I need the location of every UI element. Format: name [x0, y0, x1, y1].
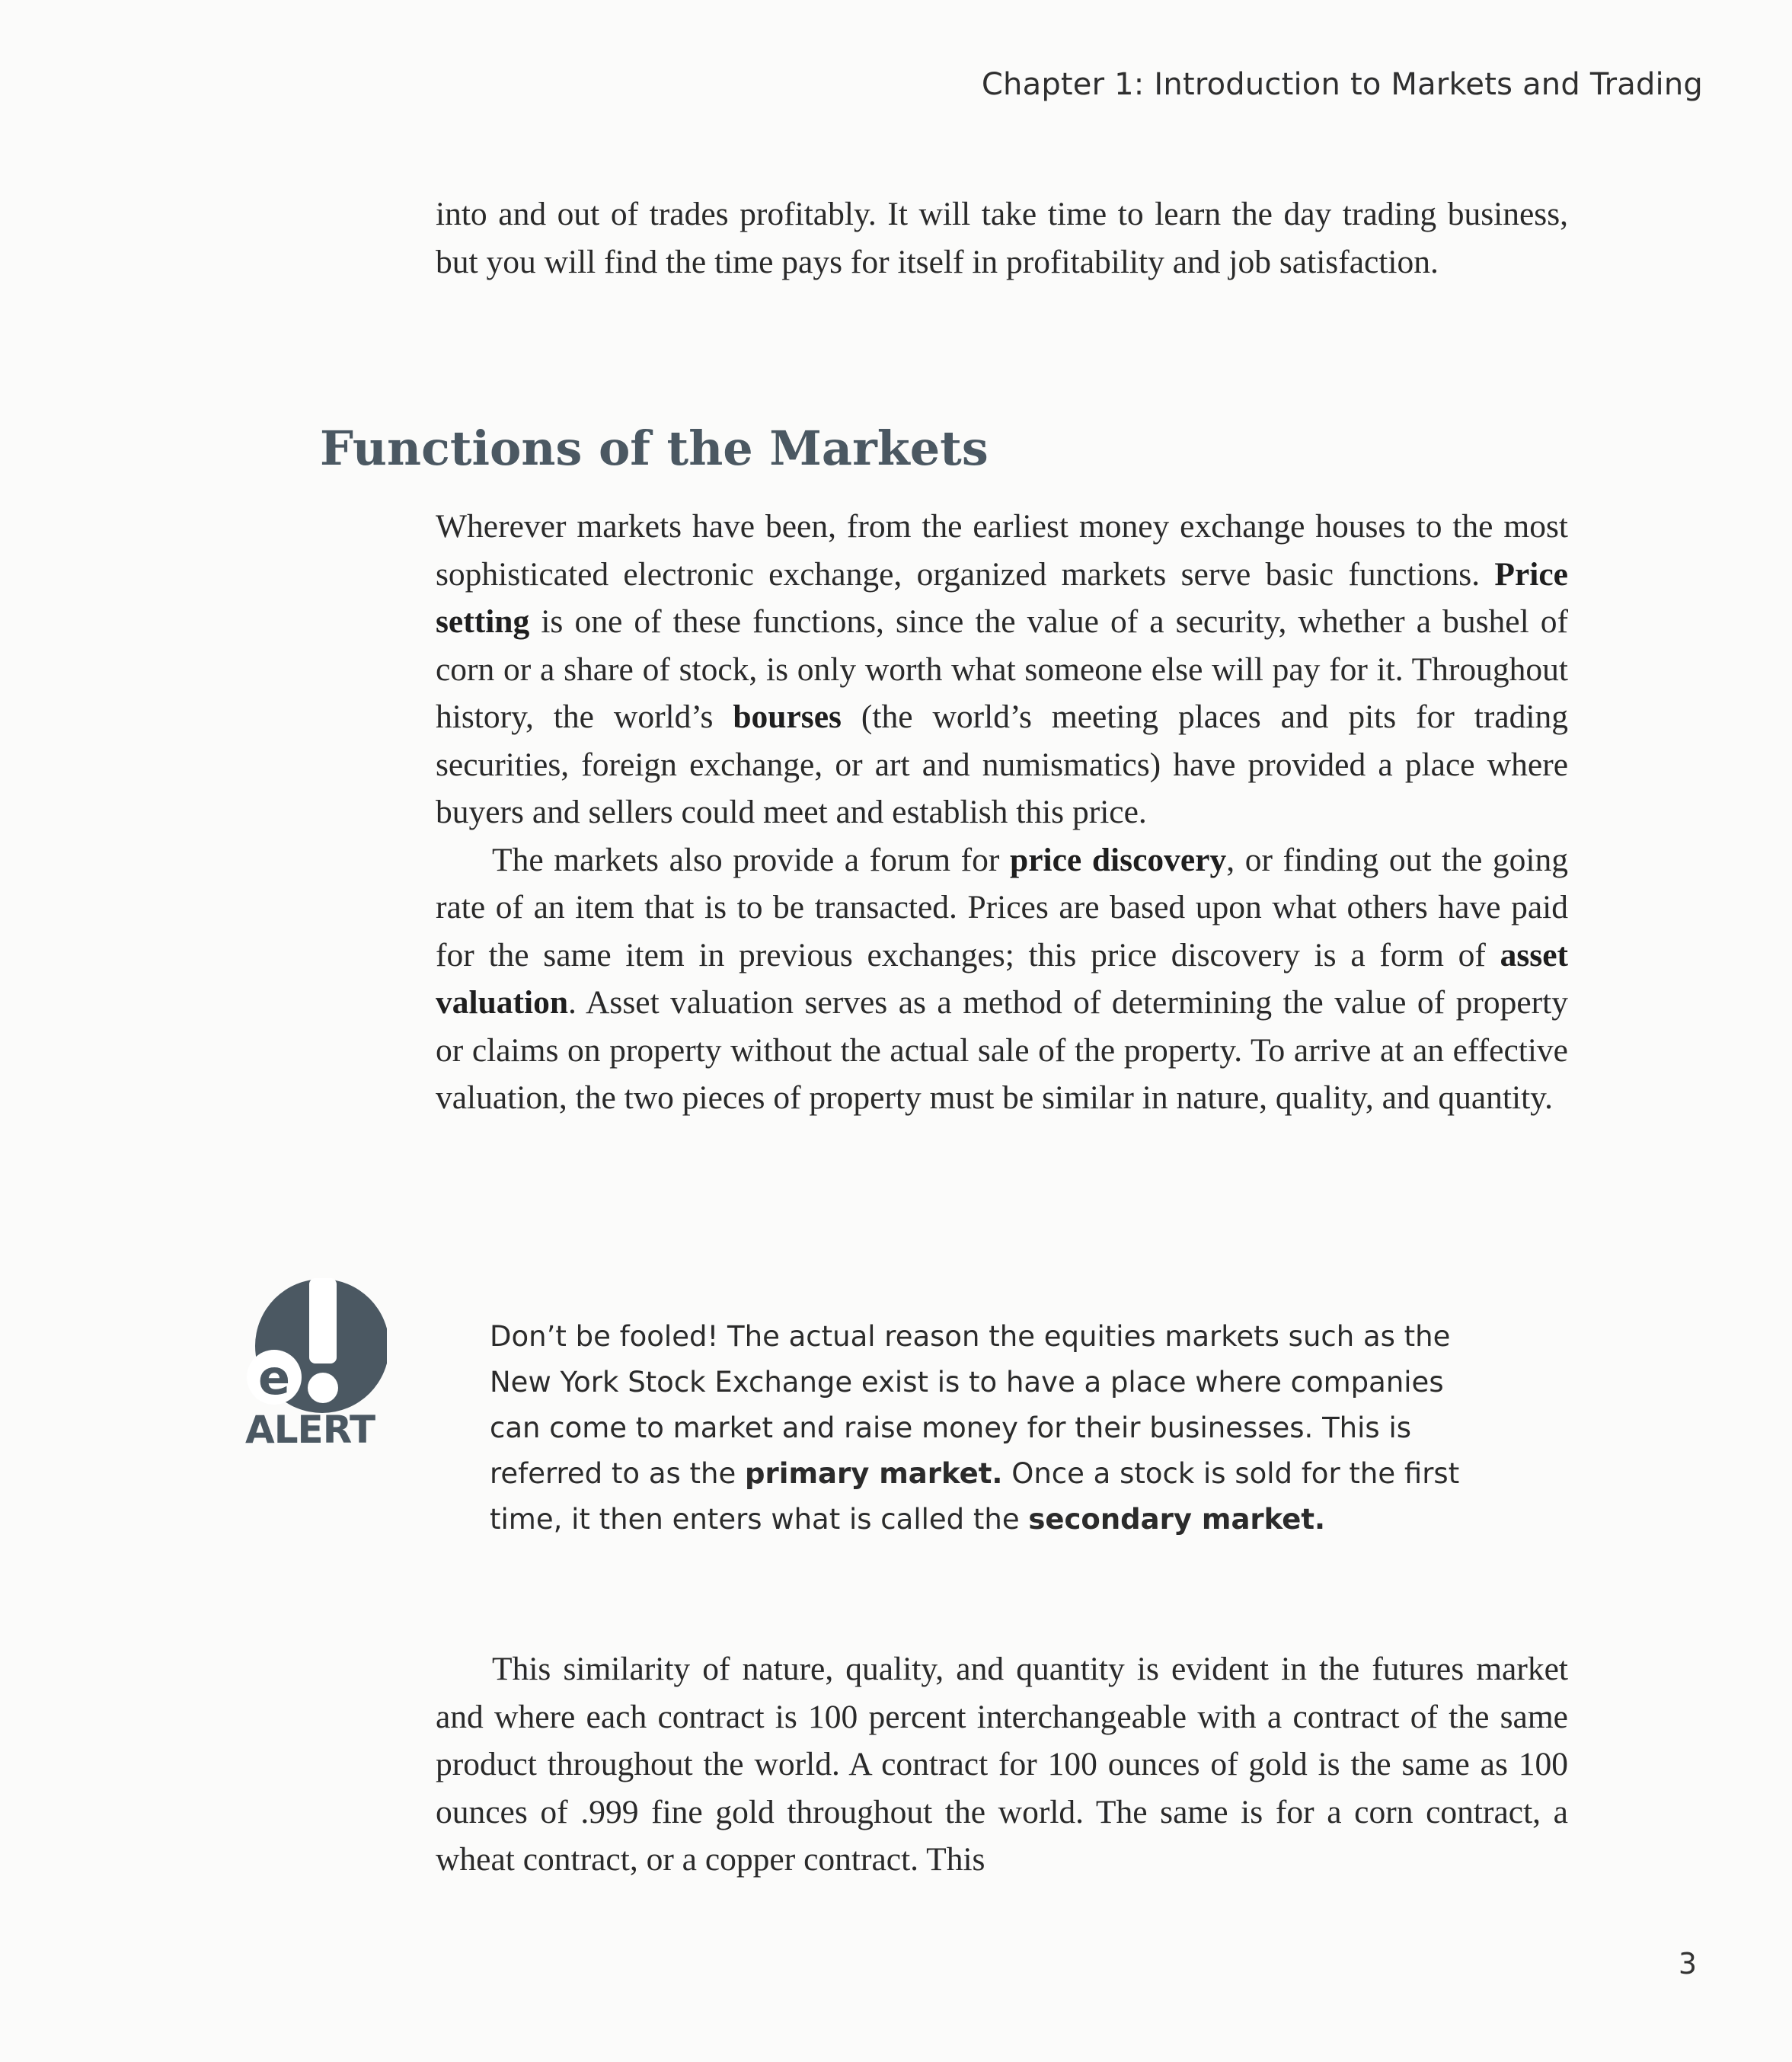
paragraph-price-discovery: The markets also provide a forum for price discovery, or finding out the going rate of an item that is to be transacted. Prices are based upon what others have paid for the same item in previous exchanges; this price discovery is a form of asset valuation. Asset valuation serves as a method of determining the value of property or claims on property without the actual sale of the property. To arrive at an effective valuation, the two pieces of property must be similar in nature, quality, and quantity.	[436, 841, 1568, 1116]
term-asset-valuation: asset valuation	[436, 936, 1568, 1021]
section-heading: Functions of the Markets	[320, 420, 989, 476]
section-body	[436, 503, 1568, 1122]
term-secondary-market: secondary market.	[1028, 1503, 1326, 1536]
alert-icon-letter: e	[257, 1350, 291, 1405]
term-price-setting: Price setting	[436, 555, 1568, 640]
paragraph-similarity: This similarity of nature, quality, and quantity is evident in the futures market and where each contract is 100 percent interchangeable with a contract of the same product throughout the world. A contract for 100 ounces of gold is the same as 100 ounces of .999 fine gold throughout the world. The same is for a corn contract, a wheat contract, or a copper contract. This	[436, 1651, 1568, 1878]
page-number: 3	[1678, 1947, 1697, 1980]
term-primary-market: primary market.	[745, 1457, 1003, 1490]
alert-icon	[242, 1274, 387, 1426]
alert-label: ALERT	[245, 1408, 375, 1452]
term-price-discovery: price discovery	[1010, 841, 1227, 878]
term-bourses: bourses	[733, 699, 842, 735]
running-head: Chapter 1: Introduction to Markets and Trading	[981, 67, 1703, 102]
paragraph-price-setting: Wherever markets have been, from the earliest money exchange houses to the most sophisticated electronic exchange, organized markets serve basic functions. Price setting is one of these functions, since the value of a security, whether a bushel of corn or a share of stock, is only worth what someone else will pay for it. Throughout history, the world’s bourses (the world’s meeting places and pits for trading securities, foreign exchange, or art and numismatics) have provided a place where buyers and sellers could meet and establish this price.	[436, 508, 1569, 830]
intro-paragraph: into and out of trades profitably. It will take time to learn the day trading business, but you will find the time pays for itself in profitability and job satisfaction.	[436, 196, 1568, 280]
alert-callout-text: Don’t be fooled! The actual reason the equities markets such as the New York Stock Exchange exist is to have a place where companies can come to market and raise money for their businesses. This is referred to as the primary market. Once a stock is sold for the first time, it then enters what is called the secondary market.	[490, 1320, 1460, 1536]
